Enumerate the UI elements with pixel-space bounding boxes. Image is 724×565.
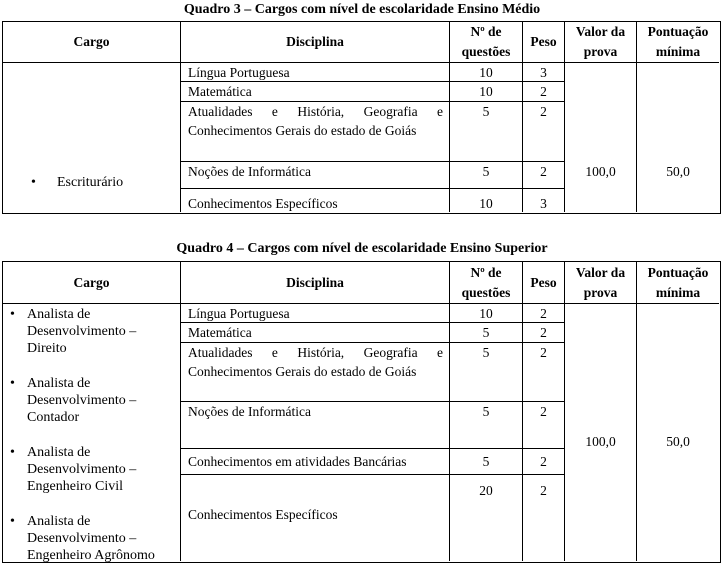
header-pontuacao-line1: Pontuação [647,24,709,39]
pontuacao-minima-value: 50,0 [666,434,690,449]
pontuacao-minima-value: 50,0 [666,164,690,179]
questoes-value: 5 [482,404,490,419]
questoes-value: 5 [482,104,490,119]
disciplina-row [181,189,450,212]
quadro-3-table [2,21,721,214]
cargo-bullet-icon: • [31,175,36,190]
peso-cell [523,475,565,561]
quadro-4-table [2,261,721,563]
header-valor [565,22,637,63]
header-valor-line1: Valor da [575,24,626,39]
peso-cell [523,189,565,212]
peso-value: 2 [540,345,547,360]
header-peso [523,22,565,63]
quadro-4-caption: Quadro 4 – Cargos com nível de escolaridade Ensino Superior [176,241,548,256]
peso-cell [523,323,565,343]
header-questoes [450,22,523,63]
pontuacao-minima-cell [637,63,719,212]
peso-cell [523,102,565,162]
questoes-cell [450,189,523,212]
header-disciplina [181,262,450,304]
disciplina-label: Conhecimentos em atividades Bancárias [188,454,407,469]
questoes-cell [450,102,523,162]
peso-cell [523,162,565,189]
peso-cell [523,63,565,82]
questoes-value: 20 [479,483,493,498]
cargo-item: • Analista de Desenvolvimento – Contador [3,375,157,426]
questoes-value: 5 [482,325,490,340]
header-pontuacao [637,262,719,304]
disciplina-row [181,162,450,189]
peso-cell [523,82,565,102]
header-peso-label: Peso [530,34,557,49]
header-disciplina-label: Disciplina [286,274,344,290]
valor-prova-cell [565,63,637,212]
peso-value: 2 [540,483,547,498]
header-cargo [3,262,181,304]
header-peso-label: Peso [530,274,557,290]
valor-prova-value: 100,0 [585,434,616,449]
disciplina-row [181,63,450,82]
peso-value: 2 [540,325,547,340]
header-questoes-line1: Nº de [470,24,502,39]
disciplina-label: Língua Portuguesa [188,306,290,321]
disciplina-label: Matemática [188,325,252,340]
peso-value: 2 [540,164,547,179]
peso-value: 2 [540,306,547,321]
questoes-cell [450,82,523,102]
disciplina-label: Noções de Informática [188,164,311,179]
header-pontuacao [637,22,719,63]
peso-value: 3 [540,65,547,80]
cargo-item: Escriturário [57,175,124,190]
disciplina-row [181,102,450,162]
disciplina-label: Língua Portuguesa [188,65,290,80]
questoes-cell [450,304,523,323]
peso-cell [523,402,565,449]
disciplina-row [181,304,450,323]
disciplina-row [181,343,450,402]
quadro-3-caption: Quadro 3 – Cargos com nível de escolaridade Ensino Médio [183,2,541,17]
disciplina-label: Conhecimentos Específicos [188,507,338,522]
disciplina-row [181,402,450,449]
peso-value: 3 [540,196,547,211]
cargo-cell [3,304,181,561]
disciplina-row [181,475,450,561]
peso-cell [523,449,565,475]
header-disciplina-label: Disciplina [286,34,344,49]
disciplina-label: Matemática [188,84,252,99]
questoes-value: 5 [482,454,490,469]
cargo-item: • Analista de Desenvolvimento – Engenheiro Civil [3,444,157,495]
peso-value: 2 [540,104,547,119]
header-cargo-label: Cargo [73,34,110,49]
questoes-value: 10 [479,65,493,80]
questoes-value: 10 [479,306,493,321]
header-cargo [3,22,181,63]
questoes-cell [450,162,523,189]
disciplina-label: Noções de Informática [188,404,311,419]
cargo-list [3,306,180,564]
questoes-value: 10 [479,196,493,211]
header-pontuacao-line2: mínima [655,44,701,59]
header-valor-line1: Valor da [575,264,626,280]
pontuacao-minima-cell [637,304,719,561]
header-questoes-line2: questões [461,44,511,59]
questoes-cell [450,343,523,402]
header-valor-line2: prova [583,44,618,59]
questoes-cell [450,475,523,561]
valor-prova-value: 100,0 [585,164,616,179]
header-cargo-label: Cargo [73,274,110,290]
header-pontuacao-line2: mínima [655,284,701,300]
peso-cell [523,304,565,323]
header-peso [523,262,565,304]
header-questoes-line1: Nº de [470,264,502,280]
questoes-value: 5 [482,345,490,360]
disciplina-row [181,449,450,475]
header-questoes [450,262,523,304]
header-questoes-line2: questões [461,284,511,300]
valor-prova-cell [565,304,637,561]
disciplina-label: Atualidades e História, Geografia e Conhecimentos Gerais do estado de Goiás [188,345,443,379]
cargo-item: • Analista de Desenvolvimento – Engenheiro Agrônomo [3,513,177,564]
header-valor-line2: prova [583,284,618,300]
questoes-cell [450,323,523,343]
disciplina-row [181,82,450,102]
peso-value: 2 [540,84,547,99]
questoes-value: 5 [482,164,490,179]
questoes-cell [450,63,523,82]
disciplina-label: Atualidades e História, Geografia e Conhecimentos Gerais do estado de Goiás [188,104,443,138]
questoes-value: 10 [479,84,493,99]
cargo-item: • Analista de Desenvolvimento – Direito [3,306,157,357]
header-pontuacao-line1: Pontuação [647,264,709,280]
cargo-cell [3,63,181,212]
peso-value: 2 [540,454,547,469]
disciplina-label: Conhecimentos Específicos [188,196,338,211]
header-valor [565,262,637,304]
disciplina-row [181,323,450,343]
peso-cell [523,343,565,402]
questoes-cell [450,402,523,449]
peso-value: 2 [540,404,547,419]
questoes-cell [450,449,523,475]
header-disciplina [181,22,450,63]
